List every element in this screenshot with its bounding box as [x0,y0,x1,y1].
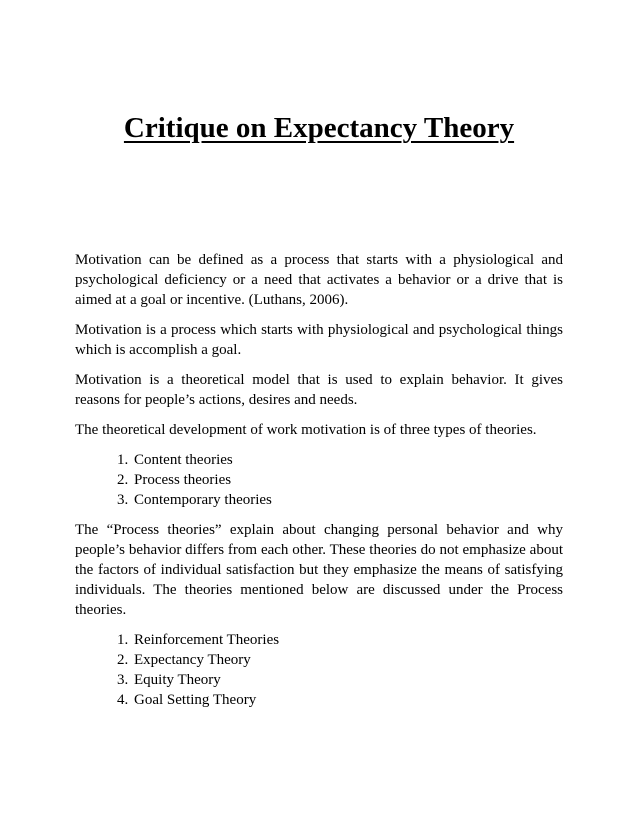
theory-types-list [75,450,563,510]
document-body [75,250,563,720]
paragraph-motivation-model: Motivation is a theoretical model that is used to explain behavior. It gives reasons for people’s actions, desires and needs. [75,372,563,408]
process-theories-list [75,630,563,710]
list-item: 4. Goal Setting Theory [132,690,563,710]
paragraph-theory-types: The theoretical development of work motivation is of three types of theories. [75,422,537,438]
list-item: 3. Equity Theory [132,670,563,690]
list-item: 1. Reinforcement Theories [132,630,563,650]
list-item: 2. Expectancy Theory [132,650,563,670]
paragraph-process-theories: The “Process theories” explain about changing personal behavior and why people’s behavior differs from each other. These theories do not emphasize about the factors of individual satisfaction but they emphasize the means of satisfying individuals. The theories mentioned below are discussed under the Process theories. [75,522,563,618]
list-item: 3. Contemporary theories [132,490,563,510]
paragraph-motivation-process: Motivation is a process which starts with physiological and psychological things which is accomplish a goal. [75,322,563,358]
paragraph-motivation-definition: Motivation can be defined as a process that starts with a physiological and psychological deficiency or a need that activates a behavior or a drive that is aimed at a goal or incentive. (Luthans, 2006). [75,252,563,308]
list-item: 1. Content theories [132,450,563,470]
page-title: Critique on Expectancy Theory [123,112,515,144]
list-item: 2. Process theories [132,470,563,490]
